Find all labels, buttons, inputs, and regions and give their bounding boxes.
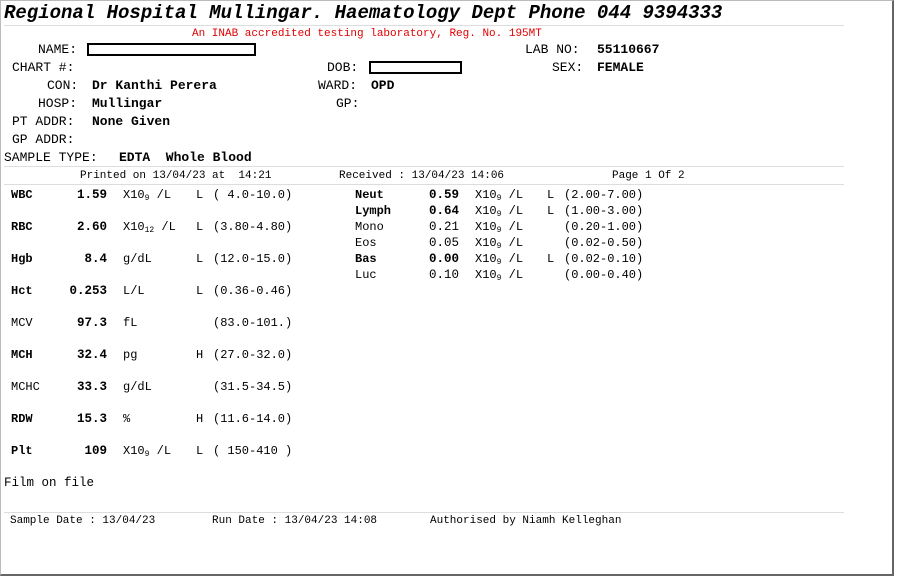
sex-value: FEMALE xyxy=(597,60,644,75)
unit-exponent: 9 xyxy=(496,274,502,283)
result-value: 0.253 xyxy=(69,284,107,298)
result-value: 2.60 xyxy=(76,220,107,234)
result-range: (31.5-34.5) xyxy=(213,380,293,394)
result-name: MCHC xyxy=(11,380,40,394)
result-unit xyxy=(123,317,137,329)
results-divider xyxy=(4,184,844,185)
unit-base: fL xyxy=(123,316,138,330)
pt-addr-label: PT ADDR: xyxy=(12,114,75,129)
con-value: Dr Kanthi Perera xyxy=(92,78,217,93)
unit-base: g/dL xyxy=(123,380,152,394)
unit-base: X10 xyxy=(475,236,497,250)
printed-info: Printed on 13/04/23 at 14:21 xyxy=(80,170,272,182)
result-name: MCV xyxy=(11,316,33,330)
result-unit xyxy=(475,253,523,267)
result-unit xyxy=(475,269,523,283)
result-range: (2.00-7.00) xyxy=(564,188,644,202)
result-value: 0.64 xyxy=(428,204,459,218)
result-range: (0.20-1.00) xyxy=(564,220,644,234)
result-name: RBC xyxy=(11,220,33,234)
result-value: 15.3 xyxy=(76,412,107,426)
unit-suffix: /L xyxy=(501,236,524,250)
result-name: RDW xyxy=(11,412,33,426)
comment-text: Film on file xyxy=(4,476,95,490)
result-value: 0.10 xyxy=(428,268,459,282)
unit-exponent: 9 xyxy=(496,258,502,267)
unit-exponent: 9 xyxy=(144,194,150,203)
result-value: 0.21 xyxy=(428,220,459,234)
unit-base: X10 xyxy=(123,220,145,234)
gp-label: GP: xyxy=(336,96,360,111)
result-value: 0.00 xyxy=(428,252,459,266)
result-unit xyxy=(123,381,152,393)
unit-exponent: 9 xyxy=(496,242,502,251)
result-range: (27.0-32.0) xyxy=(213,348,293,362)
con-label: CON: xyxy=(47,78,79,93)
result-flag: L xyxy=(547,188,555,202)
result-name: WBC xyxy=(11,188,33,202)
result-value: 0.59 xyxy=(428,188,459,202)
ward-value: OPD xyxy=(371,78,395,93)
unit-base: X10 xyxy=(475,188,497,202)
result-name: Luc xyxy=(355,268,377,282)
unit-base: g/dL xyxy=(123,252,152,266)
unit-suffix: /L xyxy=(501,188,524,202)
chart-label: CHART #: xyxy=(12,60,75,75)
footer-divider xyxy=(4,512,844,513)
unit-base: % xyxy=(123,412,131,426)
result-unit xyxy=(475,221,523,235)
report-title: Regional Hospital Mullingar. Haematology Dept Phone 044 9394333 xyxy=(4,2,723,24)
result-range: (1.00-3.00) xyxy=(564,204,644,218)
sample-divider xyxy=(4,166,844,167)
result-unit xyxy=(475,205,523,219)
result-name: Neut xyxy=(355,188,384,202)
result-value: 32.4 xyxy=(76,348,107,362)
accreditation-text: An INAB accredited testing laboratory, Reg. No. 195MT xyxy=(192,28,542,40)
result-name: Plt xyxy=(11,444,33,458)
unit-exponent: 9 xyxy=(144,450,150,459)
result-flag: H xyxy=(196,348,204,362)
result-flag: L xyxy=(196,252,204,266)
lab-no-label: LAB NO: xyxy=(525,42,580,57)
result-value: 8.4 xyxy=(84,252,107,266)
unit-suffix: /L xyxy=(501,220,524,234)
name-label: NAME: xyxy=(38,42,78,57)
result-unit xyxy=(123,285,145,297)
unit-suffix: /L xyxy=(149,188,172,202)
result-name: Hct xyxy=(11,284,33,298)
result-range: (0.36-0.46) xyxy=(213,284,293,298)
result-range: ( 150-410 ) xyxy=(213,444,293,458)
result-unit xyxy=(123,445,171,459)
result-flag: H xyxy=(196,412,204,426)
pt-addr-value: None Given xyxy=(92,114,171,129)
result-value: 1.59 xyxy=(76,188,107,202)
sample-type-value: EDTA Whole Blood xyxy=(119,150,252,165)
run-date: Run Date : 13/04/23 14:08 xyxy=(212,515,378,527)
sample-date: Sample Date : 13/04/23 xyxy=(10,515,156,527)
result-unit xyxy=(123,221,176,235)
result-name: Eos xyxy=(355,236,377,250)
result-name: Bas xyxy=(355,252,377,266)
hosp-value: Mullingar xyxy=(92,96,163,111)
unit-exponent: 9 xyxy=(496,194,502,203)
unit-exponent: 9 xyxy=(496,210,502,219)
result-flag: L xyxy=(547,252,555,266)
result-unit xyxy=(123,413,130,425)
unit-exponent: 12 xyxy=(144,226,155,235)
result-value: 109 xyxy=(84,444,107,458)
unit-exponent: 9 xyxy=(496,226,502,235)
name-redaction xyxy=(87,43,256,56)
unit-suffix: /L xyxy=(501,204,524,218)
result-flag: L xyxy=(196,220,204,234)
ward-label: WARD: xyxy=(318,78,358,93)
title-divider xyxy=(4,25,844,26)
result-unit xyxy=(475,189,523,203)
result-flag: L xyxy=(196,188,204,202)
result-name: Lymph xyxy=(355,204,392,218)
dob-redaction xyxy=(369,61,462,74)
result-unit xyxy=(123,349,137,361)
result-flag: L xyxy=(547,204,555,218)
result-range: (11.6-14.0) xyxy=(213,412,293,426)
result-flag: L xyxy=(196,284,204,298)
sex-label: SEX: xyxy=(552,60,584,75)
unit-suffix: /L xyxy=(149,444,172,458)
unit-base: pg xyxy=(123,348,138,362)
result-range: (83.0-101.) xyxy=(213,316,293,330)
result-unit xyxy=(475,237,523,251)
unit-base: X10 xyxy=(475,220,497,234)
sample-type-label: SAMPLE TYPE: xyxy=(4,150,98,165)
unit-suffix: /L xyxy=(154,220,176,234)
result-unit xyxy=(123,189,171,203)
unit-suffix: /L xyxy=(501,252,524,266)
unit-base: X10 xyxy=(475,252,497,266)
unit-base: X10 xyxy=(123,188,145,202)
result-value: 97.3 xyxy=(76,316,107,330)
gp-addr-label: GP ADDR: xyxy=(12,132,75,147)
result-range: ( 4.0-10.0) xyxy=(213,188,293,202)
result-name: MCH xyxy=(11,348,33,362)
authorised-by: Authorised by Niamh Kelleghan xyxy=(430,515,622,527)
result-unit xyxy=(123,253,152,265)
unit-base: L/L xyxy=(123,284,145,298)
result-range: (12.0-15.0) xyxy=(213,252,293,266)
dob-label: DOB: xyxy=(327,60,359,75)
result-range: (0.02-0.50) xyxy=(564,236,644,250)
lab-no-value: 55110667 xyxy=(597,42,660,57)
unit-base: X10 xyxy=(475,268,497,282)
result-flag: L xyxy=(196,444,204,458)
result-name: Mono xyxy=(355,220,384,234)
received-info: Received : 13/04/23 14:06 xyxy=(339,170,505,182)
result-value: 0.05 xyxy=(428,236,459,250)
result-range: (0.00-0.40) xyxy=(564,268,644,282)
result-range: (0.02-0.10) xyxy=(564,252,644,266)
unit-suffix: /L xyxy=(501,268,524,282)
unit-base: X10 xyxy=(475,204,497,218)
result-name: Hgb xyxy=(11,252,33,266)
result-range: (3.80-4.80) xyxy=(213,220,293,234)
result-value: 33.3 xyxy=(76,380,107,394)
unit-base: X10 xyxy=(123,444,145,458)
page-info: Page 1 Of 2 xyxy=(612,170,685,182)
hosp-label: HOSP: xyxy=(38,96,78,111)
